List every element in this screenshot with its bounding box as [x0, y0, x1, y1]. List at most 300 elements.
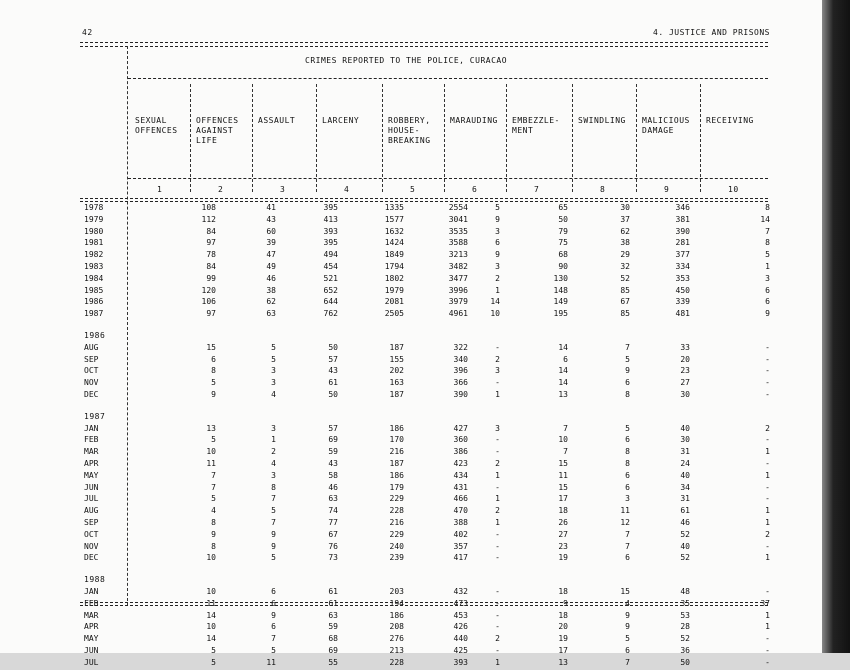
- cell: 62: [620, 226, 630, 236]
- column-number: 2: [218, 185, 224, 194]
- cell: 6: [625, 470, 630, 480]
- row-label: DEC: [84, 390, 99, 399]
- cell: 229: [389, 529, 404, 539]
- cell: 3996: [448, 285, 468, 295]
- cell: 14: [206, 634, 216, 644]
- cell: 357: [453, 541, 468, 551]
- cell: 5: [625, 634, 630, 644]
- cell: 5: [271, 354, 276, 364]
- cell: 55: [328, 657, 338, 667]
- row-label: JAN: [84, 423, 99, 433]
- column-header: SEXUAL OFFENCES: [135, 116, 178, 135]
- cell: -: [765, 459, 770, 468]
- cell: 85: [620, 309, 630, 319]
- cell: 43: [266, 214, 276, 224]
- cell: 59: [328, 622, 338, 632]
- column-divider: [190, 84, 191, 192]
- cell: 360: [453, 435, 468, 445]
- cell: 40: [680, 423, 690, 433]
- column-number: 6: [472, 185, 478, 194]
- cell: 4961: [448, 309, 468, 319]
- cell: 68: [558, 250, 568, 260]
- cell: 9: [625, 610, 630, 620]
- cell: 434: [453, 470, 468, 480]
- cell: 228: [389, 657, 404, 667]
- cell: 390: [453, 390, 468, 399]
- cell: 84: [206, 262, 216, 271]
- cell: 402: [453, 529, 468, 539]
- cell: 346: [675, 203, 690, 212]
- cell: 186: [389, 610, 404, 620]
- cell: 3: [495, 366, 500, 376]
- divider: [80, 602, 768, 603]
- table-row: [84, 482, 770, 495]
- cell: 6: [625, 646, 630, 655]
- cell: 14: [490, 297, 500, 307]
- cell: 5: [495, 203, 500, 212]
- cell: 1: [765, 610, 770, 620]
- column-header: RECEIVING: [706, 116, 754, 125]
- cell: 353: [675, 273, 690, 283]
- cell: 395: [323, 203, 338, 212]
- cell: 18: [558, 587, 568, 596]
- cell: 2: [765, 423, 770, 433]
- table-row: [84, 354, 770, 367]
- cell: 388: [453, 518, 468, 527]
- cell: 423: [453, 459, 468, 468]
- table-row: [84, 622, 770, 634]
- cell: 3: [495, 423, 500, 433]
- cell: 10: [206, 587, 216, 596]
- cell: 5: [211, 378, 216, 388]
- cell: 13: [558, 390, 568, 399]
- cell: 390: [675, 226, 690, 236]
- cell: 5: [765, 250, 770, 260]
- cell: 11: [266, 657, 276, 667]
- cell: 1424: [384, 238, 404, 248]
- cell: 521: [323, 273, 338, 283]
- cell: -: [765, 378, 770, 388]
- cell: 28: [680, 622, 690, 632]
- table-row: [84, 378, 770, 390]
- section-title: 4. JUSTICE AND PRISONS: [653, 28, 770, 37]
- cell: 62: [266, 297, 276, 307]
- cell: 1: [765, 470, 770, 480]
- cell: 1335: [384, 203, 404, 212]
- cell: 239: [389, 553, 404, 563]
- cell: 8: [625, 447, 630, 457]
- cell: 39: [266, 238, 276, 248]
- table-row: [84, 506, 770, 518]
- cell: 19: [558, 634, 568, 644]
- cell: 186: [389, 423, 404, 433]
- cell: 1: [765, 553, 770, 563]
- cell: 8: [271, 482, 276, 492]
- cell: 7: [211, 470, 216, 480]
- row-label: FEB: [84, 435, 99, 445]
- cell: 49: [266, 262, 276, 271]
- row-label: JUN: [84, 646, 99, 655]
- row-label: APR: [84, 459, 99, 468]
- cell: 213: [389, 646, 404, 655]
- cell: 7: [765, 226, 770, 236]
- cell: -: [495, 553, 500, 563]
- row-label: 1981: [84, 238, 104, 248]
- divider: [80, 46, 768, 47]
- cell: 50: [558, 214, 568, 224]
- cell: 163: [389, 378, 404, 388]
- cell: 2: [495, 634, 500, 644]
- cell: 393: [323, 226, 338, 236]
- cell: 84: [206, 226, 216, 236]
- cell: 74: [328, 506, 338, 516]
- cell: 59: [328, 447, 338, 457]
- cell: 17: [558, 646, 568, 655]
- column-header: MARAUDING: [450, 116, 498, 125]
- cell: 76: [328, 541, 338, 551]
- cell: 41: [266, 203, 276, 212]
- column-divider: [316, 84, 317, 192]
- cell: 431: [453, 482, 468, 492]
- column-number: 5: [410, 185, 416, 194]
- scan-edge: [822, 0, 850, 653]
- cell: 179: [389, 482, 404, 492]
- cell: 1: [765, 447, 770, 457]
- cell: 2: [495, 506, 500, 516]
- cell: 9: [271, 610, 276, 620]
- cell: 1: [765, 506, 770, 516]
- table-row: [84, 447, 770, 459]
- cell: 7: [271, 634, 276, 644]
- row-label: 1978: [84, 203, 104, 212]
- cell: 10: [206, 553, 216, 563]
- cell: 466: [453, 494, 468, 504]
- cell: 425: [453, 646, 468, 655]
- cell: -: [765, 541, 770, 551]
- cell: 427: [453, 423, 468, 433]
- cell: 53: [680, 610, 690, 620]
- row-label: NOV: [84, 378, 99, 388]
- cell: 3: [495, 226, 500, 236]
- cell: 1802: [384, 273, 404, 283]
- cell: 1: [765, 262, 770, 271]
- cell: 6: [765, 297, 770, 307]
- cell: 4: [271, 390, 276, 399]
- cell: 6: [271, 598, 276, 608]
- cell: 1: [495, 470, 500, 480]
- cell: 7: [625, 342, 630, 352]
- page-number: 42: [82, 28, 93, 37]
- row-label: 1984: [84, 273, 104, 283]
- cell: 187: [389, 459, 404, 468]
- cell: 644: [323, 297, 338, 307]
- cell: 8: [765, 238, 770, 248]
- cell: 63: [328, 494, 338, 504]
- cell: 69: [328, 435, 338, 445]
- cell: 23: [680, 366, 690, 376]
- cell: 3: [271, 423, 276, 433]
- cell: 5: [271, 646, 276, 655]
- column-divider: [506, 84, 507, 192]
- cell: 60: [266, 226, 276, 236]
- cell: 15: [620, 587, 630, 596]
- cell: 8: [211, 541, 216, 551]
- column-divider: [252, 84, 253, 192]
- cell: -: [495, 435, 500, 445]
- cell: 5: [271, 506, 276, 516]
- cell: 6: [271, 587, 276, 596]
- cell: -: [495, 529, 500, 539]
- cell: 63: [328, 610, 338, 620]
- group-heading: 1988: [84, 575, 106, 585]
- cell: 426: [453, 622, 468, 632]
- cell: 7: [625, 529, 630, 539]
- cell: 1: [495, 494, 500, 504]
- cell: 6: [765, 285, 770, 295]
- cell: 38: [620, 238, 630, 248]
- table-row: [84, 459, 770, 471]
- row-label: JUL: [84, 657, 99, 667]
- row-label: AUG: [84, 506, 99, 516]
- group-heading: 1987: [84, 411, 106, 421]
- cell: 11: [206, 459, 216, 468]
- cell: 3482: [448, 262, 468, 271]
- cell: 57: [328, 423, 338, 433]
- row-label: 1982: [84, 250, 104, 260]
- table-row: [84, 657, 770, 670]
- cell: 97: [206, 238, 216, 248]
- cell: 6: [271, 622, 276, 632]
- cell: 26: [558, 518, 568, 527]
- cell: 5: [271, 342, 276, 352]
- cell: 322: [453, 342, 468, 352]
- cell: 14: [760, 214, 770, 224]
- cell: 27: [680, 378, 690, 388]
- row-label: 1980: [84, 226, 104, 236]
- cell: 1577: [384, 214, 404, 224]
- cell: 46: [328, 482, 338, 492]
- divider: [128, 178, 768, 179]
- table-row: [84, 435, 770, 447]
- cell: 48: [680, 587, 690, 596]
- column-number: 4: [344, 185, 350, 194]
- cell: 12: [620, 518, 630, 527]
- group-heading: 1986: [84, 331, 106, 340]
- cell: 2554: [448, 203, 468, 212]
- cell: 9: [271, 529, 276, 539]
- cell: 2: [495, 459, 500, 468]
- cell: 14: [558, 366, 568, 376]
- cell: 1: [495, 285, 500, 295]
- row-label: MAR: [84, 610, 99, 620]
- row-label: DEC: [84, 553, 99, 563]
- cell: 381: [675, 214, 690, 224]
- cell: -: [765, 390, 770, 399]
- cell: 281: [675, 238, 690, 248]
- row-label: MAY: [84, 634, 99, 644]
- table-row: [84, 518, 770, 530]
- cell: 3213: [448, 250, 468, 260]
- cell: -: [495, 482, 500, 492]
- table-row: [84, 250, 770, 262]
- cell: 216: [389, 447, 404, 457]
- cell: 395: [323, 238, 338, 248]
- cell: 61: [328, 378, 338, 388]
- cell: 75: [558, 238, 568, 248]
- cell: 366: [453, 378, 468, 388]
- cell: 417: [453, 553, 468, 563]
- cell: 14: [206, 610, 216, 620]
- cell: 73: [328, 553, 338, 563]
- cell: 7: [563, 447, 568, 457]
- cell: 61: [680, 506, 690, 516]
- cell: 35: [680, 598, 690, 608]
- table-row: [84, 587, 770, 599]
- cell: 67: [620, 297, 630, 307]
- cell: 40: [680, 541, 690, 551]
- row-label: JAN: [84, 587, 99, 596]
- cell: 195: [553, 309, 568, 319]
- cell: 11: [206, 598, 216, 608]
- column-divider: [572, 84, 573, 192]
- cell: 432: [453, 587, 468, 596]
- cell: 228: [389, 506, 404, 516]
- cell: 27: [558, 529, 568, 539]
- table-row: [84, 553, 770, 565]
- cell: 46: [266, 273, 276, 283]
- cell: 69: [328, 646, 338, 655]
- cell: 38: [266, 285, 276, 295]
- table-row: [84, 634, 770, 646]
- cell: 8: [625, 459, 630, 468]
- cell: 9: [495, 214, 500, 224]
- cell: 34: [680, 482, 690, 492]
- cell: -: [765, 657, 770, 667]
- cell: 10: [490, 309, 500, 319]
- cell: 61: [328, 587, 338, 596]
- cell: 6: [625, 482, 630, 492]
- row-label: JUL: [84, 494, 99, 504]
- cell: 494: [323, 250, 338, 260]
- cell: 31: [680, 447, 690, 457]
- cell: 4: [271, 459, 276, 468]
- cell: 4: [625, 598, 630, 608]
- table-row: [84, 470, 770, 483]
- cell: 20: [558, 622, 568, 632]
- row-label: 1983: [84, 262, 104, 271]
- cell: 40: [680, 470, 690, 480]
- cell: 450: [675, 285, 690, 295]
- column-header: OFFENCES AGAINST LIFE: [196, 116, 239, 145]
- cell: 9: [211, 390, 216, 399]
- row-label: FEB: [84, 598, 99, 608]
- row-label: OCT: [84, 529, 99, 539]
- table-row: [84, 390, 770, 402]
- row-label: AUG: [84, 342, 99, 352]
- cell: 470: [453, 506, 468, 516]
- cell: 6: [563, 354, 568, 364]
- row-label: 1986: [84, 297, 104, 307]
- cell: 8: [211, 518, 216, 527]
- cell: 3: [495, 262, 500, 271]
- cell: 4: [211, 506, 216, 516]
- cell: 7: [211, 482, 216, 492]
- column-header: LARCENY: [322, 116, 360, 125]
- cell: 20: [680, 354, 690, 364]
- cell: 52: [680, 529, 690, 539]
- cell: 208: [389, 622, 404, 632]
- cell: 652: [323, 285, 338, 295]
- row-label: 1985: [84, 285, 104, 295]
- cell: 1: [765, 622, 770, 632]
- cell: 3535: [448, 226, 468, 236]
- cell: 33: [680, 342, 690, 352]
- cell: 454: [323, 262, 338, 271]
- row-label: NOV: [84, 541, 99, 551]
- cell: 57: [328, 354, 338, 364]
- cell: 170: [389, 435, 404, 445]
- cell: 149: [553, 297, 568, 307]
- divider: [80, 42, 768, 43]
- column-number: 9: [664, 185, 670, 194]
- table-row: [84, 226, 770, 239]
- cell: 334: [675, 262, 690, 271]
- cell: 3: [271, 470, 276, 480]
- cell: 24: [680, 459, 690, 468]
- table-row: [84, 423, 770, 436]
- row-label: MAY: [84, 470, 99, 480]
- cell: 17: [558, 494, 568, 504]
- table-row: [84, 342, 770, 355]
- cell: 3: [625, 494, 630, 504]
- cell: 9: [211, 529, 216, 539]
- cell: 3: [271, 366, 276, 376]
- cell: 3: [271, 378, 276, 388]
- cell: 3588: [448, 238, 468, 248]
- cell: 23: [558, 541, 568, 551]
- cell: 3477: [448, 273, 468, 283]
- cell: 187: [389, 342, 404, 352]
- cell: 5: [271, 553, 276, 563]
- cell: 6: [625, 378, 630, 388]
- divider: [80, 605, 768, 606]
- cell: 194: [389, 598, 404, 608]
- cell: 10: [206, 622, 216, 632]
- cell: 43: [328, 459, 338, 468]
- column-number: 1: [157, 185, 163, 194]
- cell: 6: [625, 435, 630, 445]
- cell: 30: [680, 435, 690, 445]
- cell: -: [495, 342, 500, 352]
- cell: -: [495, 598, 500, 608]
- table-row: [84, 262, 770, 274]
- cell: 5: [625, 354, 630, 364]
- cell: -: [495, 646, 500, 655]
- cell: 106: [201, 297, 216, 307]
- cell: 1: [495, 657, 500, 667]
- cell: 1: [271, 435, 276, 445]
- cell: 396: [453, 366, 468, 376]
- cell: 7: [625, 657, 630, 667]
- cell: -: [765, 354, 770, 364]
- cell: 1849: [384, 250, 404, 260]
- cell: 43: [328, 366, 338, 376]
- cell: 90: [558, 262, 568, 271]
- cell: 7: [271, 494, 276, 504]
- cell: -: [495, 378, 500, 388]
- cell: 120: [201, 285, 216, 295]
- cell: -: [765, 587, 770, 596]
